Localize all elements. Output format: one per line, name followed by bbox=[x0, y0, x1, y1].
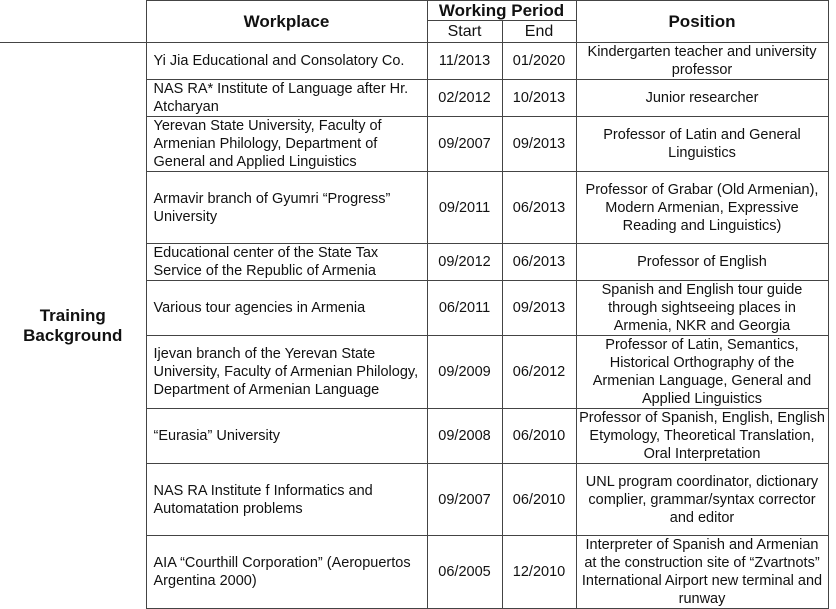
start-date-cell: 09/2009 bbox=[427, 336, 502, 409]
workplace-cell: “Eurasia” University bbox=[146, 409, 427, 464]
workplace-cell: Armavir branch of Gyumri “Progress” University bbox=[146, 172, 427, 244]
position-cell: Junior researcher bbox=[576, 80, 828, 117]
start-date-cell: 11/2013 bbox=[427, 43, 502, 80]
position-header: Position bbox=[576, 1, 828, 43]
workplace-cell: Educational center of the State Tax Service of the Republic of Armenia bbox=[146, 244, 427, 281]
start-header: Start bbox=[427, 21, 502, 43]
header-row bbox=[0, 1, 828, 21]
end-header: End bbox=[502, 21, 576, 43]
workplace-cell: Ijevan branch of the Yerevan State University, Faculty of Armenian Philology, Department of Armenian Language bbox=[146, 336, 427, 409]
position-cell: Spanish and English tour guide through sightseeing places in Armenia, NKR and Georgia bbox=[576, 281, 828, 336]
position-cell: Interpreter of Spanish and Armenian at the construction site of “Zvartnots” International Airport new terminal and runway bbox=[576, 536, 828, 609]
header-blank-cell bbox=[0, 1, 146, 43]
workplace-cell: NAS RA Institute f Informatics and Automatation problems bbox=[146, 464, 427, 536]
start-date-cell: 09/2008 bbox=[427, 409, 502, 464]
end-date-cell: 01/2020 bbox=[502, 43, 576, 80]
start-date-cell: 06/2011 bbox=[427, 281, 502, 336]
position-cell: UNL program coordinator, dictionary complier, grammar/syntax corrector and editor bbox=[576, 464, 828, 536]
end-date-cell: 06/2013 bbox=[502, 172, 576, 244]
position-cell: Professor of Latin and General Linguistics bbox=[576, 117, 828, 172]
position-cell: Kindergarten teacher and university professor bbox=[576, 43, 828, 80]
end-date-cell: 06/2010 bbox=[502, 409, 576, 464]
workplace-cell: Yerevan State University, Faculty of Armenian Philology, Department of General and Applied Linguistics bbox=[146, 117, 427, 172]
end-date-cell: 06/2013 bbox=[502, 244, 576, 281]
start-date-cell: 09/2011 bbox=[427, 172, 502, 244]
end-date-cell: 09/2013 bbox=[502, 117, 576, 172]
end-date-cell: 09/2013 bbox=[502, 281, 576, 336]
end-date-cell: 06/2012 bbox=[502, 336, 576, 409]
start-date-cell: 09/2012 bbox=[427, 244, 502, 281]
end-date-cell: 10/2013 bbox=[502, 80, 576, 117]
position-cell: Professor of Latin, Semantics, Historical Orthography of the Armenian Language, General and Applied Linguistics bbox=[576, 336, 828, 409]
workplace-cell: Various tour agencies in Armenia bbox=[146, 281, 427, 336]
section-label: Training Background bbox=[0, 43, 146, 609]
end-date-cell: 06/2010 bbox=[502, 464, 576, 536]
workplace-cell: AIA “Courthill Corporation” (Aeropuertos Argentina 2000) bbox=[146, 536, 427, 609]
workplace-cell: Yi Jia Educational and Consolatory Co. bbox=[146, 43, 427, 80]
position-cell: Professor of Grabar (Old Armenian), Modern Armenian, Expressive Reading and Linguistics) bbox=[576, 172, 828, 244]
position-cell: Professor of Spanish, English, English Etymology, Theoretical Translation, Oral Interpretation bbox=[576, 409, 828, 464]
start-date-cell: 09/2007 bbox=[427, 464, 502, 536]
table-row bbox=[0, 43, 828, 80]
start-date-cell: 06/2005 bbox=[427, 536, 502, 609]
end-date-cell: 12/2010 bbox=[502, 536, 576, 609]
position-cell: Professor of English bbox=[576, 244, 828, 281]
workplace-header: Workplace bbox=[146, 1, 427, 43]
working-period-header: Working Period bbox=[427, 1, 576, 21]
start-date-cell: 09/2007 bbox=[427, 117, 502, 172]
start-date-cell: 02/2012 bbox=[427, 80, 502, 117]
workplace-cell: NAS RA* Institute of Language after Hr. Atcharyan bbox=[146, 80, 427, 117]
